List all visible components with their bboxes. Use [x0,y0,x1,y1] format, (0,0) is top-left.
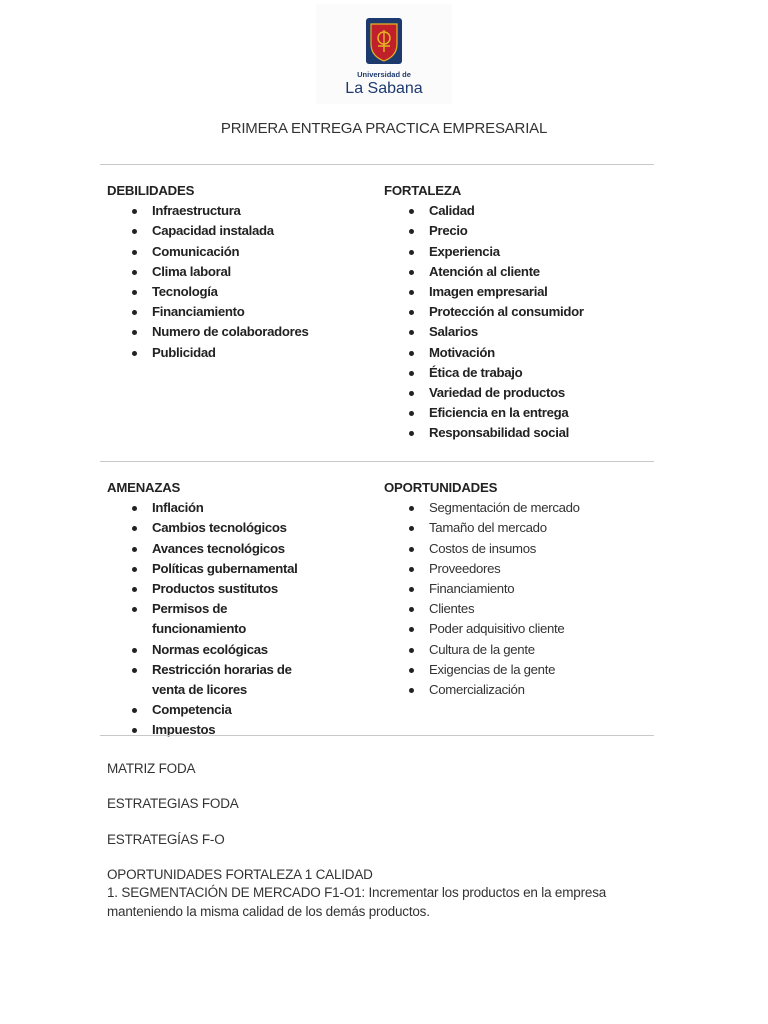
list-item: Numero de colaboradores [107,322,309,342]
list-item: Normas ecológicas [107,640,322,660]
oportunidades-section [384,478,580,700]
crest-icon [366,18,402,64]
list-item: Clima laboral [107,262,309,282]
list-item: Responsabilidad social [384,423,584,443]
debilidades-heading: DEBILIDADES [107,183,195,198]
list-item: Protección al consumidor [384,302,584,322]
debilidades-list [107,201,309,363]
oportunidades-list [384,498,580,700]
list-item: Precio [384,221,584,241]
list-item: Poder adquisitivo cliente [384,619,580,639]
list-item: Ética de trabajo [384,363,584,383]
list-item: Productos sustitutos [107,579,322,599]
estrategias-label: ESTRATEGIAS FODA [107,796,239,811]
list-item: Permisos de funcionamiento [107,599,322,639]
list-item: Cambios tecnológicos [107,518,322,538]
segmentacion-paragraph: 1. SEGMENTACIÓN DE MERCADO F1-O1: Incrementar los productos en la empresa manteniendo la misma calidad de los demás productos. [107,885,607,919]
list-item: Exigencias de la gente [384,660,580,680]
list-item: Avances tecnológicos [107,539,322,559]
list-item: Políticas gubernamental [107,559,322,579]
list-item: Imagen empresarial [384,282,584,302]
list-item: Proveedores [384,559,580,579]
logo-line-2: La Sabana [345,80,423,97]
list-item: Variedad de productos [384,383,584,403]
list-item: Cultura de la gente [384,640,580,660]
divider [100,735,654,736]
list-item: Calidad [384,201,584,221]
list-item: Atención al cliente [384,262,584,282]
oportunidades-fortaleza-line: OPORTUNIDADES FORTALEZA 1 CALIDAD [107,867,373,882]
amenazas-heading: AMENAZAS [107,480,181,495]
document-title: PRIMERA ENTREGA PRACTICA EMPRESARIAL [220,120,548,137]
divider [100,164,654,165]
list-item: Financiamiento [107,302,309,322]
debilidades-section [107,181,309,363]
list-item: Publicidad [107,343,309,363]
list-item: Tecnología [107,282,309,302]
university-logo [316,4,452,104]
list-item: Financiamiento [384,579,580,599]
amenazas-list [107,498,322,740]
list-item: Impuestos [107,720,322,740]
list-item: Competencia [107,700,322,720]
list-item: Comercialización [384,680,580,700]
list-item: Infraestructura [107,201,309,221]
list-item: Segmentación de mercado [384,498,580,518]
fortaleza-section [384,181,584,444]
logo-line-1: Universidad de [357,70,411,79]
list-item: Salarios [384,322,584,342]
oportunidades-heading: OPORTUNIDADES [384,480,498,495]
fortaleza-list [384,201,584,443]
matriz-label: MATRIZ FODA [107,761,196,776]
list-item: Experiencia [384,242,584,262]
list-item: Costos de insumos [384,539,580,559]
list-item: Comunicación [107,242,309,262]
list-item: Eficiencia en la entrega [384,403,584,423]
list-item: Capacidad instalada [107,221,309,241]
list-item: Motivación [384,343,584,363]
estrategias-fo-label: ESTRATEGÍAS F-O [107,832,225,847]
list-item: Clientes [384,599,580,619]
list-item: Restricción horarias de venta de licores [107,660,322,700]
divider [100,461,654,462]
list-item: Inflación [107,498,322,518]
fortaleza-heading: FORTALEZA [384,183,462,198]
amenazas-section [107,478,322,741]
list-item: Tamaño del mercado [384,518,580,538]
